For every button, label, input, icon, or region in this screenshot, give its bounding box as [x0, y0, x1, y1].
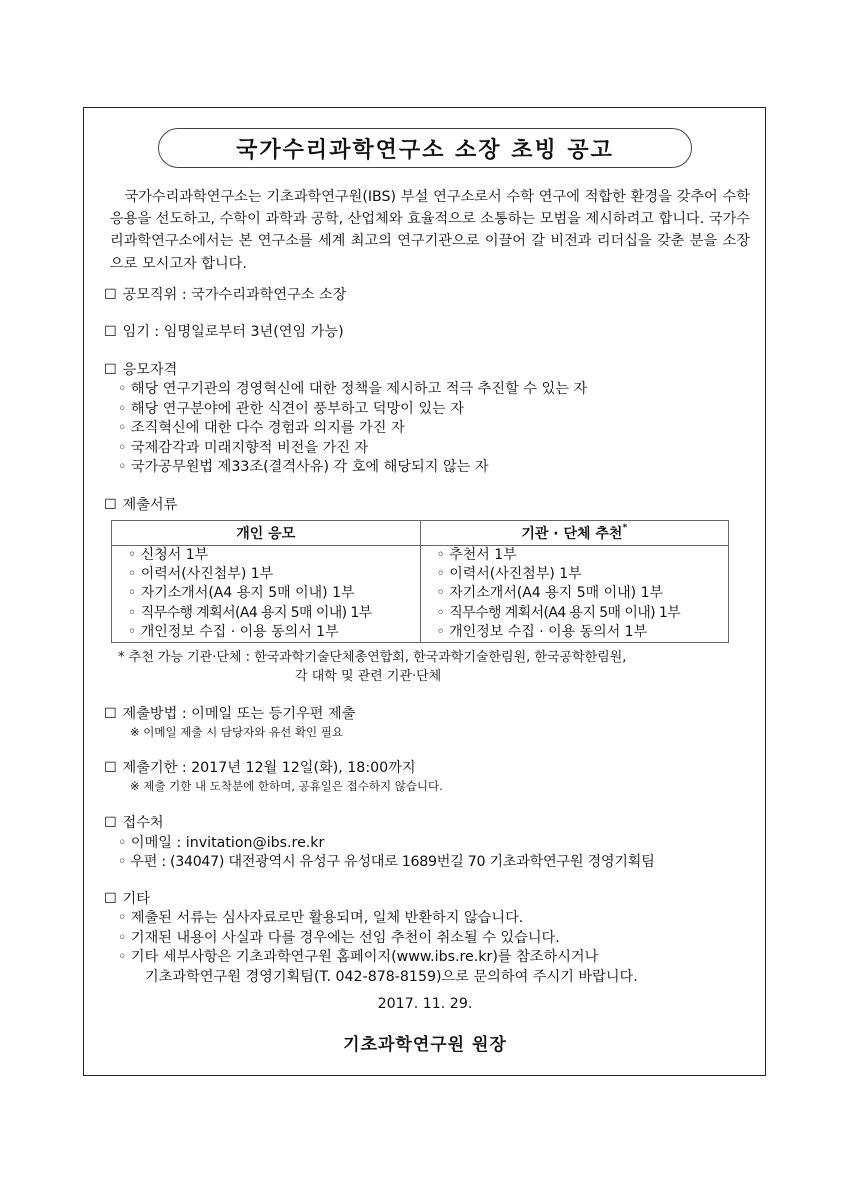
signature: 기초과학연구원 원장 — [343, 1035, 507, 1055]
intro-paragraph — [110, 186, 750, 275]
document-item: 이력서(사진첨부) 1부 — [140, 566, 274, 583]
checkbox-icon: ☐ — [104, 497, 117, 513]
documents-note-cont: 각 대학 및 관련 기관·단체 — [295, 669, 442, 684]
bullet-icon: ◦ — [118, 381, 127, 397]
bullet-icon: ◦ — [118, 854, 127, 870]
table-header-row — [112, 521, 729, 546]
table-cell — [112, 546, 421, 566]
document-item: 자기소개서(A4 용지 5매 이내) 1부 — [140, 585, 355, 602]
other-item-text: 제출된 서류는 심사자료로만 활용되며, 일체 반환하지 않습니다. — [130, 910, 524, 926]
notice-date: 2017. 11. 29. — [377, 996, 473, 1012]
bullet-icon: ◦ — [436, 604, 445, 621]
documents-heading — [104, 495, 177, 515]
document-item: 직무수행 계획서(A4 용지 5매 이내) 1부 — [140, 604, 372, 621]
list-item — [118, 399, 464, 419]
document-item: 자기소개서(A4 용지 5매 이내) 1부 — [449, 585, 664, 602]
deadline-line — [104, 758, 416, 778]
table-cell — [420, 565, 729, 584]
checkbox-icon: ☐ — [104, 706, 117, 722]
page-title: 국가수리과학연구소 소장 초빙 공고 — [236, 137, 614, 163]
deadline-text: 제출기한 : 2017년 12월 12일(화), 18:00까지 — [122, 760, 416, 776]
column-individual-label: 개인 응모 — [236, 526, 296, 542]
bullet-icon: ◦ — [118, 401, 127, 417]
other-item-text: 기재된 내용이 사실과 다를 경우에는 선임 추천이 취소될 수 있습니다. — [130, 930, 560, 946]
documents-note: * 추천 가능 기관·단체 : 한국과학기술단체총연합회, 한국과학기술한림원, 한국공학한림원, — [118, 650, 627, 665]
table-row — [112, 604, 729, 623]
document-item: 이력서(사진첨부) 1부 — [449, 566, 582, 583]
table-cell — [112, 565, 421, 584]
bullet-icon: ◦ — [128, 566, 137, 583]
column-institution — [420, 521, 729, 546]
list-item — [118, 438, 368, 458]
contact-email — [118, 833, 324, 853]
qualification-text: 해당 연구기관의 경영혁신에 대한 정책을 제시하고 적극 추진할 수 있는 자 — [130, 381, 588, 397]
bullet-icon: ◦ — [118, 949, 127, 965]
bullet-icon: ◦ — [436, 623, 445, 640]
position-text: 공모직위 : 국가수리과학연구소 소장 — [122, 287, 347, 303]
table-cell — [112, 604, 421, 623]
intro-text: 국가수리과학연구소는 기초과학연구원(IBS) 부설 연구소로서 수학 연구에 적합한 환경을 갖추어 수학 응용을 선도하고, 수학이 과학과 공학, 산업체와 효율적으로 소통하는 모범을 제시하려고 합니다. 국가수리과학연구소에서는 본 연구소를 세계 최고의 연구기관으로 이끌어 갈 비전과 리더십을 갖춘 분을 소장으로 모시고자 합니다. — [110, 189, 750, 272]
bullet-icon: ◦ — [118, 440, 127, 456]
bullet-icon: ◦ — [128, 604, 137, 621]
document-item: 개인정보 수집 · 이용 동의서 1부 — [140, 623, 339, 640]
qualification-text: 국제감각과 미래지향적 비전을 가진 자 — [130, 440, 369, 456]
bullet-icon: ◦ — [436, 585, 445, 602]
column-individual — [112, 521, 421, 546]
title-box — [158, 128, 692, 168]
bullet-icon: ◦ — [118, 930, 127, 946]
documents-heading-text: 제출서류 — [122, 497, 178, 513]
checkbox-icon: ☐ — [104, 815, 117, 831]
checkbox-icon: ☐ — [104, 362, 117, 378]
table-cell — [420, 623, 729, 643]
checkbox-icon: ☐ — [104, 324, 117, 340]
table-cell — [420, 584, 729, 603]
document-item: 직무수행 계획서(A4 용지 5매 이내) 1부 — [449, 604, 681, 621]
bullet-icon: ◦ — [128, 623, 137, 640]
other-item-cont: 기초과학연구원 경영기획팀(T. 042-878-8159)으로 문의하여 주시기 바랍니다. — [145, 969, 638, 985]
bullet-icon: ◦ — [436, 566, 445, 583]
contact-mail-text: 우편 : (34047) 대전광역시 유성구 유성대로 1689번길 70 기초과학연구원 경영기획팀 — [130, 854, 655, 870]
term-line — [104, 322, 344, 342]
checkbox-icon: ☐ — [104, 287, 117, 303]
bullet-icon: ◦ — [118, 459, 127, 475]
table-cell — [420, 546, 729, 566]
table-cell — [112, 623, 421, 643]
bullet-icon: ◦ — [128, 547, 137, 563]
submission-method-text: 제출방법 : 이메일 또는 등기우편 제출 — [122, 706, 356, 722]
list-item — [118, 947, 598, 967]
contact-heading-text: 접수처 — [122, 815, 164, 831]
qualifications-heading — [104, 360, 177, 380]
list-item — [118, 908, 523, 928]
document-item: 추천서 1부 — [449, 547, 517, 563]
footnote-mark: * — [622, 523, 628, 533]
table-row — [112, 623, 729, 643]
contact-email-text: 이메일 : invitation@ibs.re.kr — [130, 835, 325, 851]
table-row — [112, 546, 729, 566]
deadline-note: ※ 제출 기한 내 도착분에 한하며, 공휴일은 접수하지 않습니다. — [130, 779, 443, 793]
qualification-text: 해당 연구분야에 관한 식견이 풍부하고 덕망이 있는 자 — [130, 401, 464, 417]
checkbox-icon: ☐ — [104, 760, 117, 776]
bullet-icon: ◦ — [118, 835, 127, 851]
position-line — [104, 285, 346, 305]
list-item — [118, 457, 489, 477]
qualification-text: 조직혁신에 대한 다수 경험과 의지를 가진 자 — [130, 420, 405, 436]
contact-mail — [118, 852, 654, 872]
table-row — [112, 565, 729, 584]
list-item — [118, 379, 587, 399]
document-item: 개인정보 수집 · 이용 동의서 1부 — [449, 623, 648, 640]
bullet-icon: ◦ — [128, 585, 137, 602]
table-cell — [420, 604, 729, 623]
bullet-icon: ◦ — [436, 547, 445, 563]
submission-method-line — [104, 704, 355, 724]
column-institution-label: 기관 · 단체 추천 — [521, 526, 623, 542]
qualification-text: 국가공무원법 제33조(결격사유) 각 호에 해당되지 않는 자 — [130, 459, 489, 475]
submission-method-note: ※ 이메일 제출 시 담당자와 유선 확인 필요 — [130, 725, 343, 739]
other-heading — [104, 889, 150, 909]
checkbox-icon: ☐ — [104, 891, 117, 907]
table-cell — [112, 584, 421, 603]
contact-heading — [104, 813, 164, 833]
bullet-icon: ◦ — [118, 420, 127, 436]
other-heading-text: 기타 — [122, 891, 150, 907]
other-item-text: 기타 세부사항은 기초과학연구원 홈페이지(www.ibs.re.kr)를 참조하시거나 — [130, 949, 599, 965]
list-item — [118, 418, 405, 438]
document-item: 신청서 1부 — [140, 547, 209, 563]
list-item — [118, 928, 560, 948]
bullet-icon: ◦ — [118, 910, 127, 926]
qualifications-heading-text: 응모자격 — [122, 362, 178, 378]
documents-table — [111, 520, 729, 643]
table-row — [112, 584, 729, 603]
term-text: 임기 : 임명일로부터 3년(연임 가능) — [122, 324, 344, 340]
